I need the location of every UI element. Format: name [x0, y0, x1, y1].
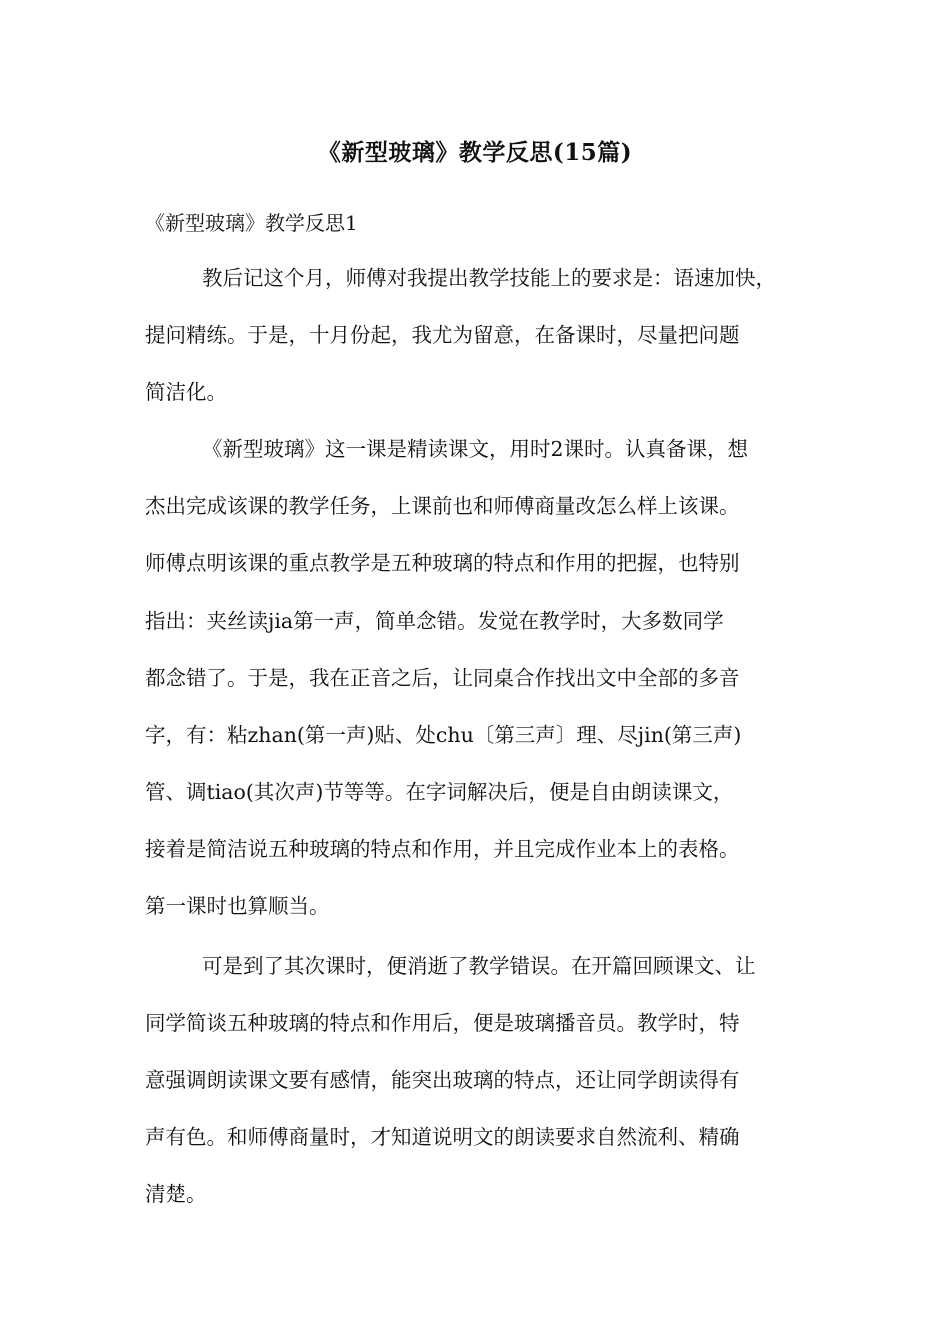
paragraph-2-line-6: 字，有：粘zhan(第一声)贴、处chu〔第三声〕理、尽jin(第三声): [145, 723, 742, 747]
paragraph-3-line-2: 同学简谈五种玻璃的特点和作用后，便是玻璃播音员。教学时，特: [145, 1011, 740, 1035]
paragraph-3-line-5: 清楚。: [145, 1182, 207, 1206]
paragraph-2-line-9: 第一课时也算顺当。: [145, 894, 330, 918]
paragraph-2-line-5: 都念错了。于是，我在正音之后，让同桌合作找出文中全部的多音: [145, 666, 740, 690]
paragraph-1-line-2: 提问精练。于是，十月份起，我尤为留意，在备课时，尽量把问题: [145, 323, 740, 347]
section-heading: 《新型玻璃》教学反思1: [145, 211, 358, 235]
paragraph-3-line-1: 可是到了其次课时，便消逝了教学错误。在开篇回顾课文、让: [202, 954, 756, 978]
paragraph-3-line-3: 意强调朗读课文要有感情，能突出玻璃的特点，还让同学朗读得有: [145, 1068, 740, 1092]
document-title: 《新型玻璃》教学反思(15篇): [317, 139, 633, 166]
paragraph-1-line-3: 简洁化。: [145, 380, 227, 404]
paragraph-2-line-4: 指出：夹丝读jia第一声，简单念错。发觉在教学时，大多数同学: [145, 609, 724, 633]
paragraph-2-line-2: 杰出完成该课的教学任务，上课前也和师傅商量改怎么样上该课。: [145, 494, 740, 518]
paragraph-2-line-3: 师傅点明该课的重点教学是五种玻璃的特点和作用的把握，也特别: [145, 551, 740, 575]
paragraph-2-line-1: 《新型玻璃》这一课是精读课文，用时2课时。认真备课，想: [202, 437, 749, 461]
paragraph-1-line-1: 教后记这个月，师傅对我提出教学技能上的要求是：语速加快，: [202, 266, 776, 290]
paragraph-2-line-8: 接着是简洁说五种玻璃的特点和作用，并且完成作业本上的表格。: [145, 837, 740, 861]
paragraph-2-line-7: 管、调tiao(其次声)节等等。在字词解决后，便是自由朗读课文，: [145, 780, 734, 804]
paragraph-3-line-4: 声有色。和师傅商量时，才知道说明文的朗读要求自然流利、精确: [145, 1125, 740, 1149]
